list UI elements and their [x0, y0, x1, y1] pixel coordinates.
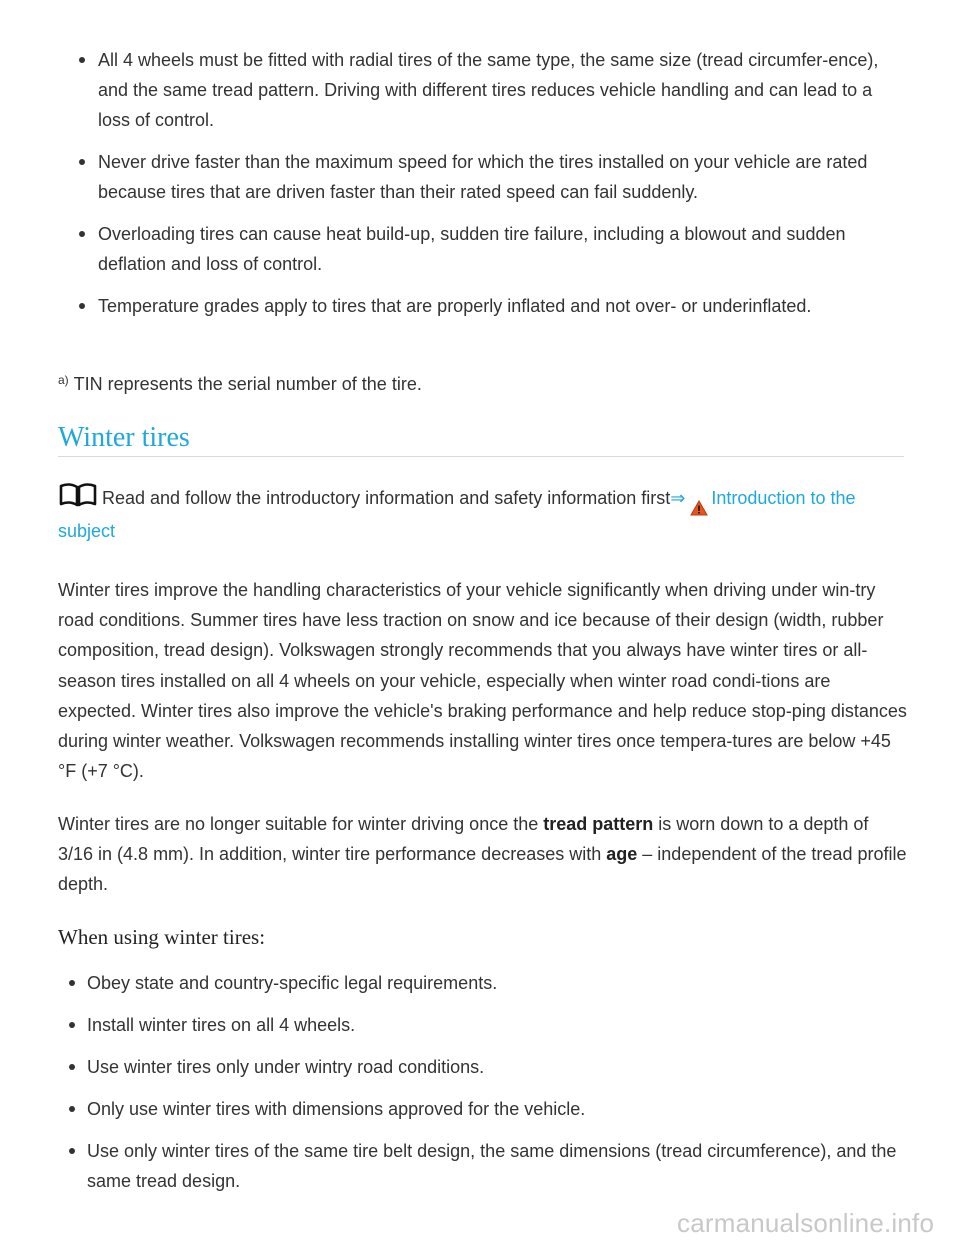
footnote	[58, 369, 422, 399]
warning-list	[98, 45, 898, 333]
section-title: Winter tires	[58, 422, 190, 453]
footnote-marker: a)	[58, 373, 69, 387]
intro-text: Read and follow the introductory information and safety information first	[102, 488, 671, 508]
list-item: Obey state and country-specific legal requirements.	[87, 968, 907, 998]
list-item: Use only winter tires of the same tire belt design, the same dimensions (tread circumference), and the same tread design.	[87, 1136, 907, 1196]
list-item: Temperature grades apply to tires that are properly inflated and not over- or underinflated.	[98, 291, 898, 321]
winter-tire-list	[87, 968, 907, 1208]
bold-tread-pattern: tread pattern	[543, 814, 654, 834]
list-item: Never drive faster than the maximum speed for which the tires installed on your vehicle are rated because tires that are driven faster than their rated speed can fail suddenly.	[98, 147, 898, 207]
watermark: carmanualsonline.info	[677, 1208, 935, 1238]
paragraph-tread-depth	[58, 809, 908, 900]
text-segment: Winter tires are no longer suitable for winter driving once the	[58, 814, 544, 834]
list-item: Install winter tires on all 4 wheels.	[87, 1010, 907, 1040]
arrow-link-icon[interactable]: ⇒	[670, 488, 686, 508]
bold-age: age	[606, 844, 638, 865]
paragraph-winter-tires: Winter tires improve the handling characteristics of your vehicle significantly when driving under win-try road conditions. Summer tires have less traction on snow and ice because of their design (width, rubber composition, tread design). Volkswagen strongly recommends that you always have winter tires or all-season tires installed on all 4 wheels on your vehicle, especially when winter road condi-tions are expected. Winter tires also improve the vehicle's braking performance and help reduce stop-ping distances during winter weather. Volkswagen recommends installing winter tires once tempera-tures are below +45 °F (+7 °C).	[58, 580, 907, 782]
list-item: Overloading tires can cause heat build-up, sudden tire failure, including a blowout and sudden deflation and loss of control.	[98, 219, 898, 279]
intro-note	[58, 483, 903, 547]
subheading: When using winter tires:	[58, 925, 266, 949]
text-segment: is worn down to a depth of 3/16 in (4.8 mm). In addition, winter tire performance decreases with	[58, 814, 869, 865]
list-item: Only use winter tires with dimensions approved for the vehicle.	[87, 1094, 907, 1124]
section-divider	[58, 456, 904, 457]
introduction-link[interactable]: Introduction to the subject	[58, 488, 856, 541]
book-icon	[58, 483, 98, 507]
warning-triangle-icon	[690, 500, 708, 516]
list-item: All 4 wheels must be fitted with radial tires of the same type, the same size (tread circumfer-ence), and the same tread pattern. Driving with different tires reduces vehicle handling and can lead to a loss of control.	[98, 45, 898, 135]
footnote-text: TIN represents the serial number of the tire.	[73, 374, 422, 394]
list-item: Use winter tires only under wintry road conditions.	[87, 1052, 907, 1082]
text-segment: – independent of the tread profile depth.	[58, 844, 907, 895]
